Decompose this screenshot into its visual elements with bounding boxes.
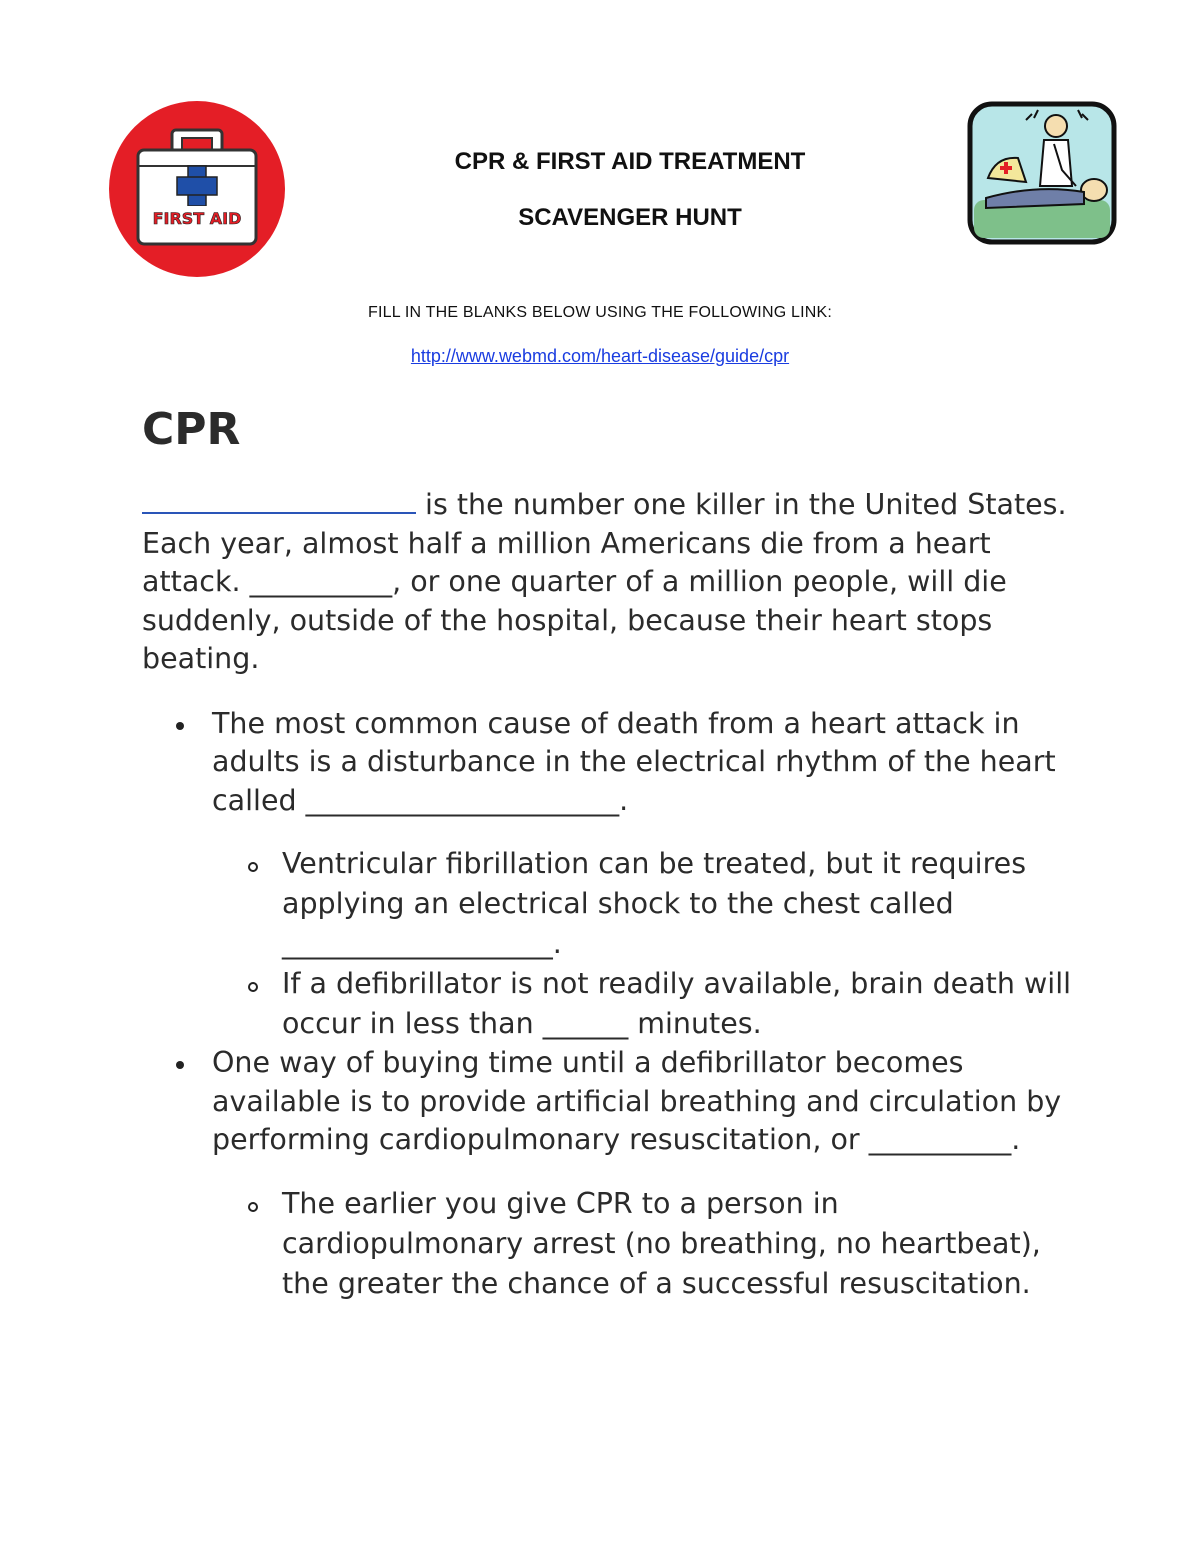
first-aid-kit-icon [108,100,286,278]
intro-text: is the number one killer in the United States. Each year, almost half a million Americans die from a heart attack. __________, or one quarter of a million people, will die suddenly, outside of the hospital, because their heart stops beating. [142,488,1067,675]
bullet-marker [176,722,184,730]
sub-item-2-1 [212,1184,1072,1304]
bullet-marker [176,1061,184,1069]
title-line-2: SCAVENGER HUNT [518,204,742,231]
sub-text-2-1: The earlier you give CPR to a person in cardiopulmonary arrest (no breathing, no heartbeat), the greater the chance of a successful resuscitation. [282,1186,1041,1300]
intro-paragraph [142,486,1072,679]
bullet-item-2 [142,1044,1072,1304]
instruction-text: FILL IN THE BLANKS BELOW USING THE FOLLOWING LINK: [367,304,833,321]
sub-bullet-marker [248,1202,258,1212]
bullet-item-1 [142,705,1072,1045]
sub-bullet-marker [248,982,258,992]
bullet-text-2: One way of buying time until a defibrillator becomes available is to provide artificial breathing and circulation by performing cardiopulmonary resuscitation, or __________. [212,1046,1062,1156]
sub-text-1-2: If a defibrillator is not readily available, brain death will occur in less than ______ minutes. [282,967,1072,1040]
title-line-1: CPR & FIRST AID TREATMENT [454,148,806,175]
webmd-cpr-link[interactable]: http://www.webmd.com/heart-disease/guide/cpr [410,346,790,366]
sub-item-1-2 [212,964,1072,1044]
sub-list-2 [212,1184,1072,1304]
page-title [330,144,930,256]
cpr-content [142,486,1072,1304]
fill-in-blank[interactable] [142,486,416,514]
bullet-list [142,705,1072,1304]
sub-text-1-1: Ventricular fibrillation can be treated, but it requires applying an electrical shock to the chest called ___________________. [282,847,1027,960]
bullet-text-1: The most common cause of death from a heart attack in adults is a disturbance in the electrical rhythm of the heart called ______________________. [212,706,1056,817]
sub-list-1 [212,844,1072,1044]
sub-bullet-marker [248,862,258,872]
sub-item-1-1 [212,844,1072,964]
cpr-rescuer-icon [966,100,1118,246]
section-heading-cpr: CPR [142,404,241,455]
first-aid-label: FIRST AID [152,209,242,228]
